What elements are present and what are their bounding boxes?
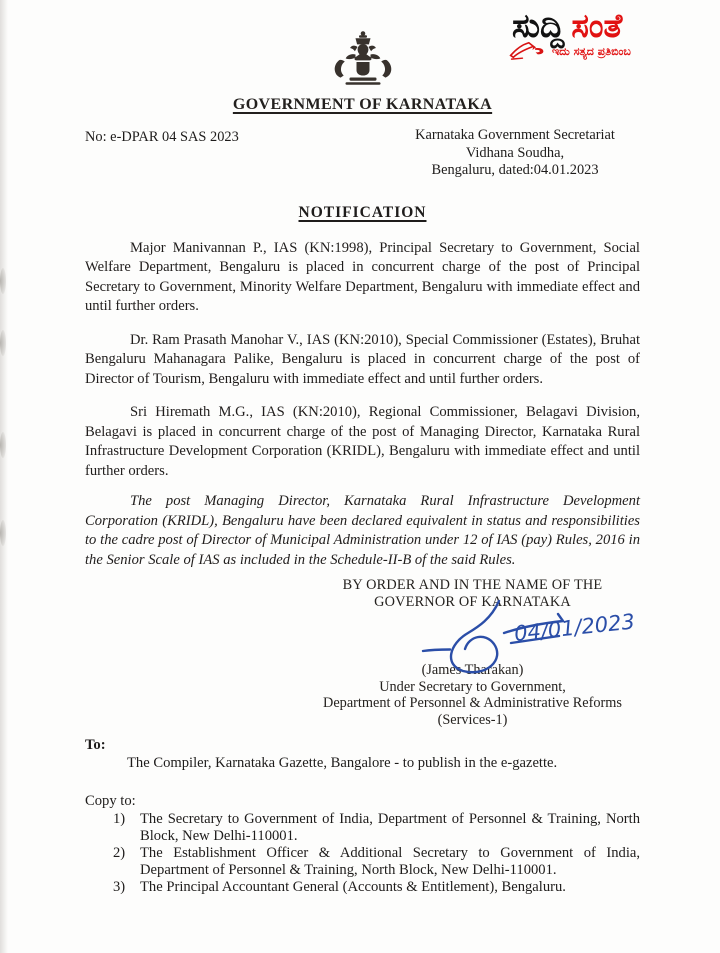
scan-smudge (0, 432, 6, 458)
signatory-designation: Under Secretary to Government, (379, 678, 566, 695)
list-item-text: The Establishment Officer & Additional Secretary to Government of India, Department of Personnel & Training, North Block, New Delhi-110001. (140, 845, 640, 878)
watermark-tagline: ಇದು ಸತ್ಯದ ಪ್ರತಿಬಿಂಬ (552, 45, 631, 59)
office-name: Karnataka Government Secretariat (415, 127, 615, 143)
list-item-text: The Principal Accountant General (Accounts & Entitlement), Bengaluru. (140, 879, 566, 895)
paragraph-3: Sri Hiremath M.G., IAS (KN:2010), Regional Commissioner, Belagavi Division, Belagavi is placed in concurrent charge of the post of Managing Director, Karnataka Rural Infrastructure Development Corporation (KRIDL), Bengaluru with immediate effect and until further orders. (85, 404, 640, 479)
office-building: Vidhana Soudha, (465, 144, 565, 161)
reference-number: No: e-DPAR 04 SAS 2023 (85, 129, 239, 145)
scan-smudge (0, 268, 6, 294)
pen-icon (508, 40, 546, 64)
to-label: To: (85, 737, 106, 753)
copy-to-label: Copy to: (85, 793, 136, 809)
paragraph-2: Dr. Ram Prasath Manohar V., IAS (KN:2010), Special Commissioner (Estates), Bruhat Bengaluru Mahanagara Palike, Bengaluru is placed in concurrent charge of the post of Director of Tourism, Bengaluru with immediate effect and until further orders. (85, 331, 640, 387)
list-item-number: 2) (113, 845, 126, 861)
copy-to-section (85, 793, 640, 896)
signature-block (305, 577, 640, 728)
signature-date: 04/01/2023 (513, 609, 636, 646)
list-item-number: 1) (113, 811, 126, 827)
scan-smudge (0, 330, 6, 356)
signatory-department: Department of Personnel & Administrative Reforms (323, 695, 622, 711)
karnataka-emblem-icon (326, 75, 400, 92)
paragraph-4-equivalence-clause: The post Managing Director, Karnataka Rural Infrastructure Development Corporation (KRIDL), Bengaluru have been declared equivalent in status and responsibilities to the cadre post of Director of Municipal Administration under 12 of IAS (pay) Rules, 2016 in the Senior Scale of IAS as included in the Schedule-II-B of the said Rules. (85, 493, 640, 568)
list-item (85, 845, 640, 879)
to-recipient: The Compiler, Karnataka Gazette, Bangalore - to publish in the e-gazette. (127, 755, 558, 771)
copy-to-list (85, 811, 640, 896)
scan-smudge (0, 520, 6, 546)
by-order-line-2: GOVERNOR OF KARNATAKA (374, 593, 571, 610)
watermark-word-black: ಸುದ್ದಿ (512, 6, 565, 45)
suddi-sante-watermark-logo (508, 8, 716, 80)
reference-row (85, 127, 640, 180)
government-title: GOVERNMENT OF KARNATAKA (232, 96, 493, 113)
signatory-wing: (Services-1) (437, 711, 508, 728)
to-section (85, 737, 640, 772)
scan-edge-artifact (0, 0, 8, 953)
by-order-line-1: BY ORDER AND IN THE NAME OF THE (342, 577, 603, 593)
list-item (85, 811, 640, 845)
place-and-date: Bengaluru, dated:04.01.2023 (431, 162, 599, 178)
office-address-block (390, 127, 640, 180)
signatory-name: (James Tharakan) (421, 662, 524, 678)
paragraph-1: Major Manivannan P., IAS (KN:1998), Principal Secretary to Government, Social Welfare Department, Bengaluru is placed in concurrent charge of the post of Principal Secretary to Government, Minority Welfare Department, Bengaluru with immediate effect and until further orders. (85, 239, 640, 314)
list-item-number: 3) (113, 879, 126, 895)
handwritten-signature-area (305, 610, 640, 660)
watermark-word-red: ಸಂತೆ (571, 6, 623, 45)
watermark-wordmark (508, 8, 716, 44)
notification-heading: NOTIFICATION (298, 203, 427, 221)
list-item (85, 879, 640, 896)
list-item-text: The Secretary to Government of India, Department of Personnel & Training, North Block, New Delhi-110001. (140, 811, 640, 844)
